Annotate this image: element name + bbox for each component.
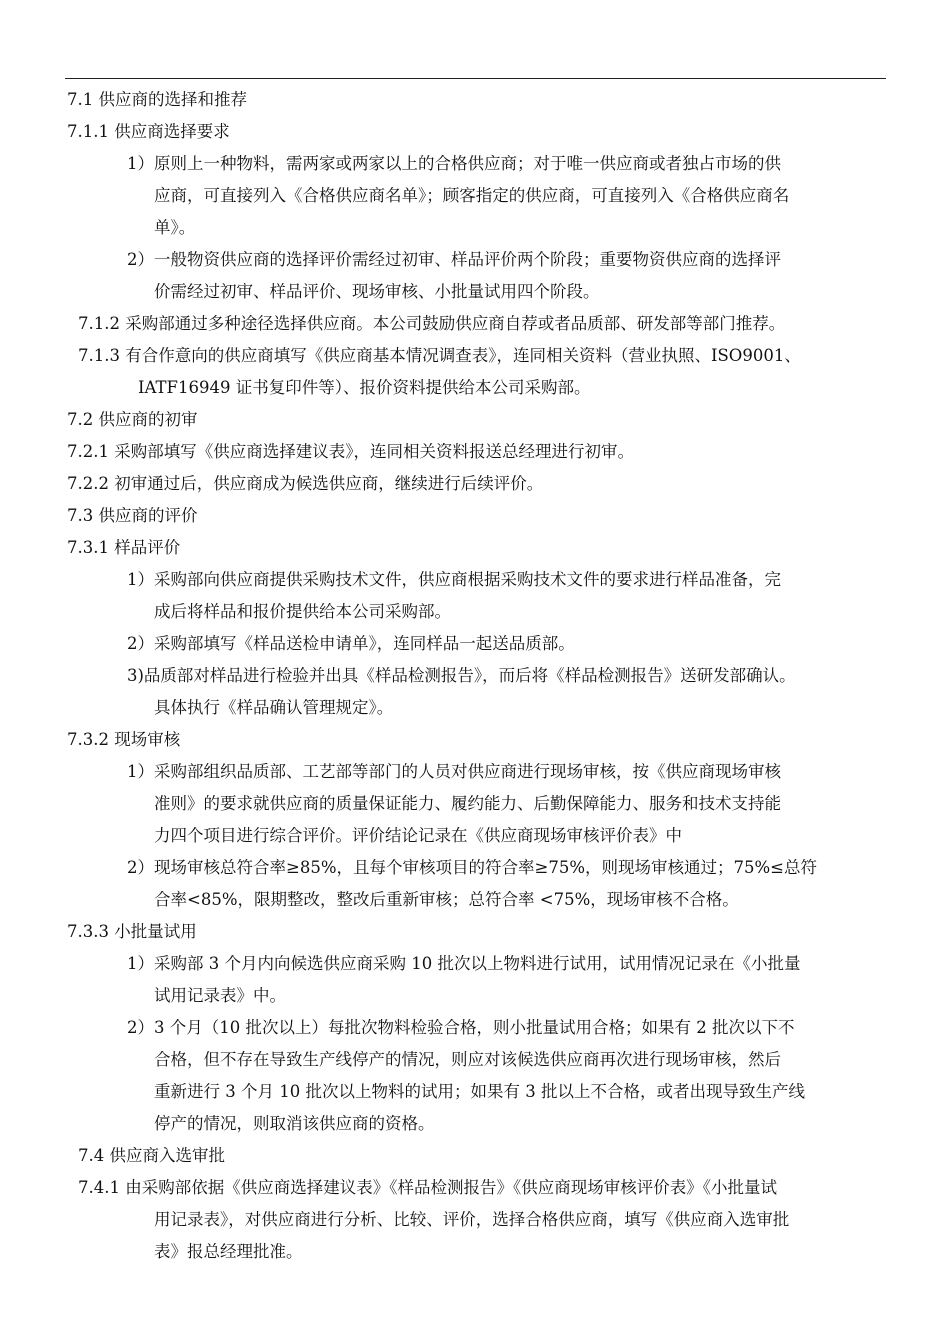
paragraph-line: 2）采购部填写《样品送检申请单》，连同样品一起送品质部。 — [127, 634, 575, 653]
paragraph-line: 准则》的要求就供应商的质量保证能力、履约能力、后勤保障能力、服务和技术支持能 — [154, 794, 781, 813]
paragraph-line: 1）采购部 3 个月内向候选供应商采购 10 批次以上物料进行试用，试用情况记录在《小批量 — [127, 954, 801, 973]
paragraph-line: 应商，可直接列入《合格供应商名单》；顾客指定的供应商，可直接列入《合格供应商名 — [154, 186, 790, 205]
paragraph-line: 合率<85%，限期整改，整改后重新审核；总符合率 <75%，现场审核不合格。 — [154, 890, 739, 909]
section-heading-7-1: 7.1 供应商的选择和推荐 — [67, 90, 247, 109]
paragraph-line: 价需经过初审、样品评价、现场审核、小批量试用四个阶段。 — [154, 282, 600, 301]
paragraph-line: 合格，但不存在导致生产线停产的情况，则应对该候选供应商再次进行现场审核，然后 — [154, 1050, 781, 1069]
paragraph-line: 试用记录表》中。 — [154, 986, 286, 1005]
paragraph-line: 用记录表》，对供应商进行分析、比较、评价，选择合格供应商，填写《供应商入选审批 — [154, 1210, 790, 1229]
paragraph-line: 重新进行 3 个月 10 批次以上物料的试用；如果有 3 批以上不合格，或者出现导致生产线 — [154, 1082, 805, 1101]
paragraph-line: 3)品质部对样品进行检验并出具《样品检测报告》，而后将《样品检测报告》送研发部确认。 — [127, 666, 796, 685]
paragraph-line: 停产的情况，则取消该供应商的资格。 — [154, 1114, 435, 1133]
subsection-heading-7-3-3: 7.3.3 小批量试用 — [67, 922, 197, 941]
paragraph-line: 2）3 个月（10 批次以上）每批次物料检验合格，则小批量试用合格；如果有 2 批次以下不 — [127, 1018, 795, 1037]
subsection-heading-7-3-2: 7.3.2 现场审核 — [67, 730, 181, 749]
paragraph-line: 成后将样品和报价提供给本公司采购部。 — [154, 602, 451, 621]
paragraph-line: 1）采购部组织品质部、工艺部等部门的人员对供应商进行现场审核，按《供应商现场审核 — [127, 762, 781, 781]
paragraph-line: 1）原则上一种物料，需两家或两家以上的合格供应商；对于唯一供应商或者独占市场的供 — [127, 154, 781, 173]
paragraph-line: 单》。 — [154, 218, 196, 237]
clause-7-1-2: 7.1.2 采购部通过多种途径选择供应商。本公司鼓励供应商自荐或者品质部、研发部等部门推荐。 — [78, 314, 786, 333]
section-heading-7-4: 7.4 供应商入选审批 — [78, 1146, 225, 1165]
subsection-heading-7-1-1: 7.1.1 供应商选择要求 — [67, 122, 230, 141]
paragraph-line: 2）现场审核总符合率≥85%，且每个审核项目的符合率≥75%，则现场审核通过；75%≤总符 — [127, 858, 817, 877]
paragraph-line: 具体执行《样品确认管理规定》。 — [154, 698, 394, 717]
paragraph-line: IATF16949 证书复印件等）、报价资料提供给本公司采购部。 — [138, 378, 591, 397]
paragraph-line: 1）采购部向供应商提供采购技术文件，供应商根据采购技术文件的要求进行样品准备，完 — [127, 570, 781, 589]
header-rule — [65, 78, 886, 79]
clause-7-1-3: 7.1.3 有合作意向的供应商填写《供应商基本情况调查表》，连同相关资料（营业执照、ISO9001、 — [78, 346, 801, 365]
clause-7-2-1: 7.2.1 采购部填写《供应商选择建议表》，连同相关资料报送总经理进行初审。 — [67, 442, 634, 461]
section-heading-7-2: 7.2 供应商的初审 — [67, 410, 198, 429]
subsection-heading-7-3-1: 7.3.1 样品评价 — [67, 538, 181, 557]
paragraph-line: 2）一般物资供应商的选择评价需经过初审、样品评价两个阶段；重要物资供应商的选择评 — [127, 250, 781, 269]
paragraph-line: 表》报总经理批准。 — [154, 1242, 303, 1261]
section-heading-7-3: 7.3 供应商的评价 — [67, 506, 198, 525]
clause-7-4-1: 7.4.1 由采购部依据《供应商选择建议表》《样品检测报告》《供应商现场审核评价表》《小批量试 — [78, 1178, 777, 1197]
paragraph-line: 力四个项目进行综合评价。评价结论记录在《供应商现场审核评价表》中 — [154, 826, 682, 845]
clause-7-2-2: 7.2.2 初审通过后，供应商成为候选供应商，继续进行后续评价。 — [67, 474, 544, 493]
